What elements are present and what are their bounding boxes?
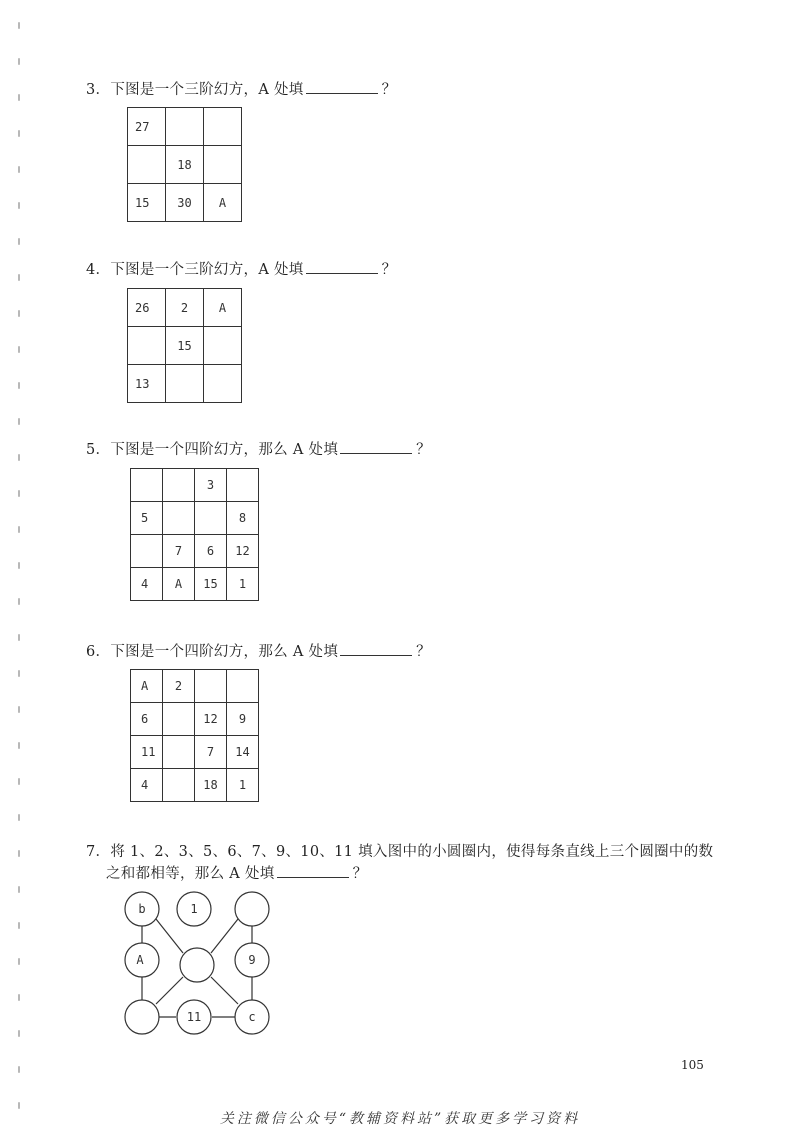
grid-cell: 4 <box>131 568 163 601</box>
grid-cell: 6 <box>131 703 163 736</box>
margin-tick <box>18 814 20 821</box>
grid-cell: 15 <box>166 327 204 365</box>
grid-cell <box>131 469 163 502</box>
grid-cell <box>128 327 166 365</box>
diagram-line <box>211 977 238 1004</box>
grid-cell <box>204 108 242 146</box>
margin-tick <box>18 310 20 317</box>
grid-cell <box>163 769 195 802</box>
circle-node <box>235 892 269 926</box>
grid-cell: A <box>204 184 242 222</box>
diagram-line <box>211 919 238 953</box>
question-5-text: 5．下图是一个四阶幻方，那么 A 处填 <box>86 442 339 458</box>
grid-row <box>128 108 242 146</box>
grid-cell <box>166 365 204 403</box>
margin-tick <box>18 994 20 1001</box>
margin-tick <box>18 850 20 857</box>
margin-tick <box>18 562 20 569</box>
margin-tick <box>18 454 20 461</box>
grid-row <box>131 703 259 736</box>
grid-cell: 2 <box>166 289 204 327</box>
magic-square-3-q3 <box>127 107 242 222</box>
grid-cell: 15 <box>128 184 166 222</box>
grid-cell: 12 <box>227 535 259 568</box>
margin-tick <box>18 130 20 137</box>
answer-blank <box>340 640 412 656</box>
answer-blank <box>306 258 378 274</box>
grid-cell: 9 <box>227 703 259 736</box>
grid-cell <box>227 670 259 703</box>
question-7-text: 之和都相等，那么 A 处填 <box>106 866 275 882</box>
grid-cell <box>128 146 166 184</box>
margin-tick <box>18 742 20 749</box>
margin-tick <box>18 94 20 101</box>
answer-blank <box>340 438 412 454</box>
question-mark: ？ <box>381 82 397 98</box>
grid-cell <box>163 703 195 736</box>
grid-cell <box>195 670 227 703</box>
answer-blank <box>277 862 349 878</box>
grid-cell: 13 <box>128 365 166 403</box>
question-7-line-1: 7．将 1、2、3、5、6、7、9、10、11 填入图中的小圆圈内，使得每条直线上三个圆圈中的数 <box>86 844 714 860</box>
page-number: 105 <box>681 1058 704 1072</box>
diagram-line <box>156 977 183 1004</box>
grid-cell: 14 <box>227 736 259 769</box>
circle-label: 1 <box>190 902 198 916</box>
grid-cell <box>204 365 242 403</box>
question-mark: ？ <box>416 442 431 458</box>
grid-row <box>131 535 259 568</box>
grid-row <box>128 146 242 184</box>
grid-row <box>128 184 242 222</box>
grid-cell: 18 <box>166 146 204 184</box>
margin-tick <box>18 22 20 29</box>
grid-row <box>131 769 259 802</box>
grid-cell: 11 <box>131 736 163 769</box>
question-7 <box>86 842 713 884</box>
grid-cell: 8 <box>227 502 259 535</box>
grid-row <box>128 289 242 327</box>
question-mark: ？ <box>352 866 368 882</box>
grid-cell <box>163 502 195 535</box>
grid-cell <box>204 327 242 365</box>
margin-tick <box>18 166 20 173</box>
question-3-text: 3．下图是一个三阶幻方，A 处填 <box>86 82 304 98</box>
grid-cell: 2 <box>163 670 195 703</box>
grid-row <box>131 469 259 502</box>
grid-cell: 4 <box>131 769 163 802</box>
grid-row <box>131 568 259 601</box>
magic-square-3-q4 <box>127 288 242 403</box>
grid-cell: 27 <box>128 108 166 146</box>
magic-square-4-q5 <box>130 468 259 601</box>
grid-row <box>131 670 259 703</box>
circle-label: c <box>248 1010 256 1024</box>
circle-label: A <box>136 953 144 967</box>
margin-tick <box>18 58 20 65</box>
margin-tick <box>18 490 20 497</box>
circle-label: 11 <box>186 1010 202 1024</box>
grid-cell: 3 <box>195 469 227 502</box>
question-3 <box>86 78 396 100</box>
grid-cell: 18 <box>195 769 227 802</box>
margin-tick <box>18 598 20 605</box>
grid-row <box>131 502 259 535</box>
circle-label: 9 <box>248 953 256 967</box>
diagram-line <box>156 919 183 953</box>
question-4 <box>86 258 396 280</box>
magic-square-4-q6 <box>130 669 259 802</box>
grid-row <box>128 327 242 365</box>
margin-tick <box>18 202 20 209</box>
grid-cell <box>131 535 163 568</box>
grid-cell: A <box>131 670 163 703</box>
question-7-line-2 <box>86 862 713 884</box>
circle-label: b <box>138 902 146 916</box>
question-6 <box>86 640 431 662</box>
grid-cell <box>166 108 204 146</box>
grid-cell: 12 <box>195 703 227 736</box>
grid-cell <box>163 469 195 502</box>
question-5 <box>86 438 431 460</box>
margin-tick <box>18 922 20 929</box>
grid-cell: 5 <box>131 502 163 535</box>
answer-blank <box>306 78 378 94</box>
grid-cell: 1 <box>227 568 259 601</box>
margin-tick <box>18 1030 20 1037</box>
grid-cell: A <box>163 568 195 601</box>
grid-cell: 15 <box>195 568 227 601</box>
circle-node <box>180 948 214 982</box>
margin-tick <box>18 238 20 245</box>
question-mark: ？ <box>381 262 397 278</box>
margin-tick <box>18 382 20 389</box>
question-6-text: 6．下图是一个四阶幻方，那么 A 处填 <box>86 644 339 660</box>
grid-row <box>128 365 242 403</box>
grid-cell <box>163 736 195 769</box>
grid-cell: 26 <box>128 289 166 327</box>
margin-tick <box>18 526 20 533</box>
grid-cell: 30 <box>166 184 204 222</box>
grid-cell: 1 <box>227 769 259 802</box>
margin-tick <box>18 346 20 353</box>
grid-cell <box>204 146 242 184</box>
binding-margin <box>0 0 30 1131</box>
margin-tick <box>18 634 20 641</box>
margin-tick <box>18 418 20 425</box>
footer-watermark: 关注微信公众号“教辅资料站”获取更多学习资料 <box>219 1111 581 1127</box>
margin-tick <box>18 274 20 281</box>
margin-tick <box>18 886 20 893</box>
grid-cell: 7 <box>195 736 227 769</box>
question-mark: ？ <box>416 644 431 660</box>
margin-tick <box>18 958 20 965</box>
grid-cell: 6 <box>195 535 227 568</box>
grid-cell: A <box>204 289 242 327</box>
circle-node <box>125 1000 159 1034</box>
margin-tick <box>18 778 20 785</box>
grid-cell: 7 <box>163 535 195 568</box>
grid-cell <box>227 469 259 502</box>
circle-line-diagram <box>116 888 286 1040</box>
grid-row <box>131 736 259 769</box>
question-4-text: 4．下图是一个三阶幻方，A 处填 <box>86 262 304 278</box>
margin-tick <box>18 1066 20 1073</box>
margin-tick <box>18 670 20 677</box>
grid-cell <box>195 502 227 535</box>
margin-tick <box>18 706 20 713</box>
